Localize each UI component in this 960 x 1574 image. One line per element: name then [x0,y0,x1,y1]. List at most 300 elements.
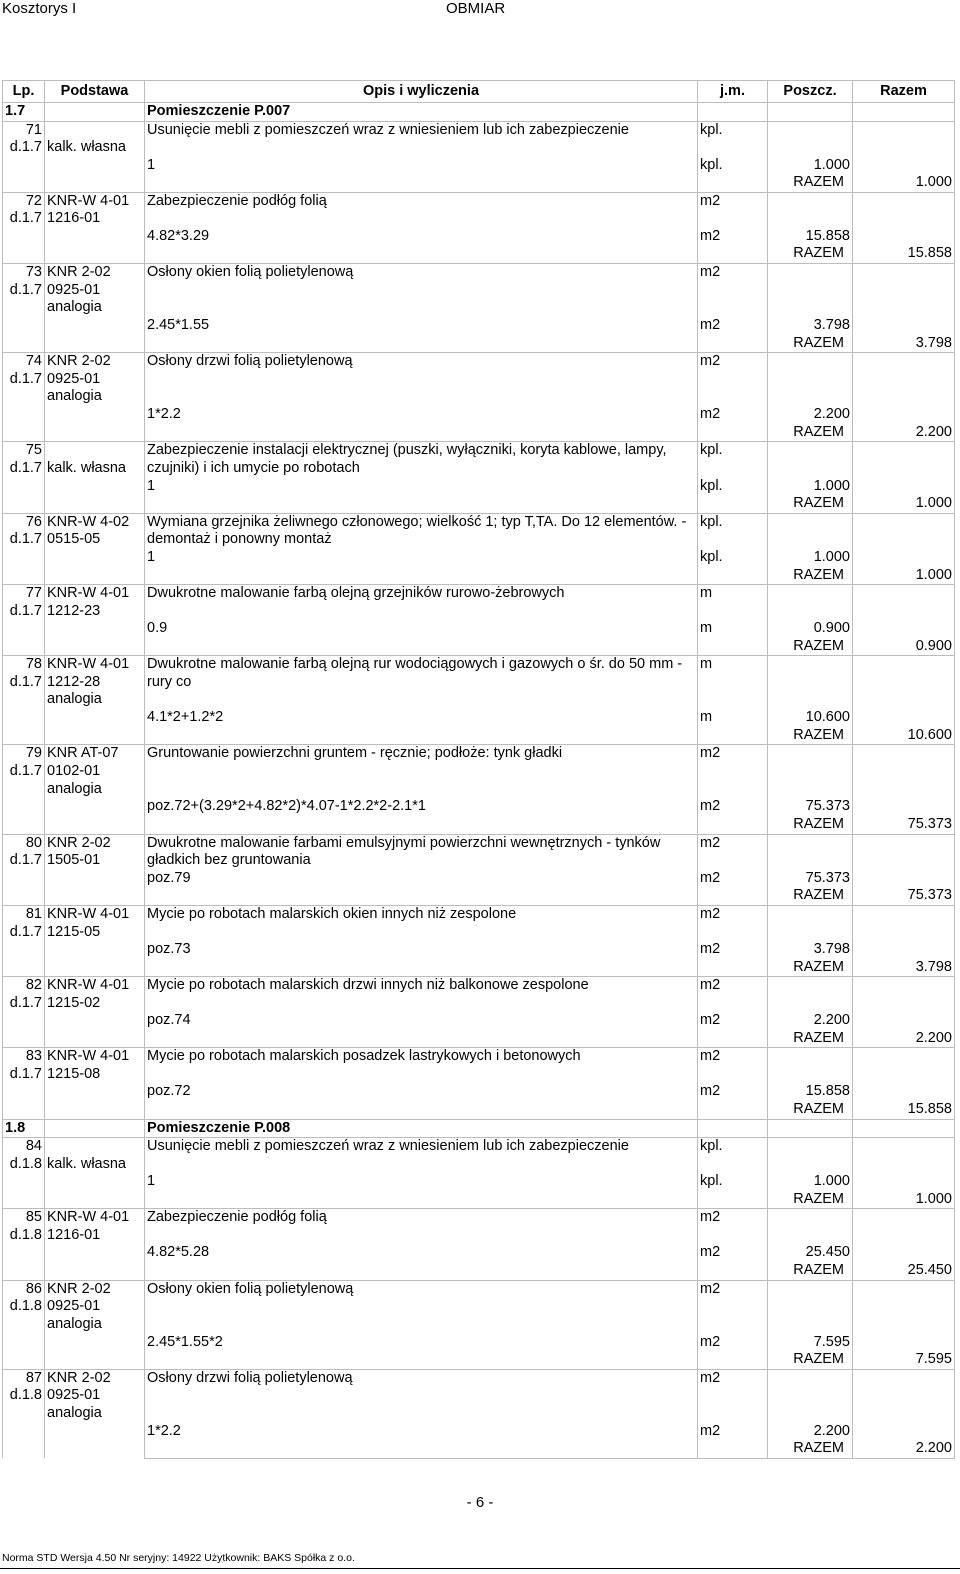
calculation-unit: m2 [698,317,768,335]
total-label-cell [768,1440,853,1458]
position-empty [853,1280,955,1334]
total-label-cell [768,495,853,513]
position-empty [853,656,955,710]
total-empty [145,638,698,656]
position-basis: KNR-W 4-01 1215-05 [45,906,145,977]
page-number: - 6 - [466,1494,494,1511]
position-number: 86 d.1.8 [3,1280,45,1369]
total-label: RAZEM [793,726,844,743]
position-total: 1.000 [853,1191,955,1209]
total-row [3,1262,955,1280]
calculation-unit: m2 [698,1012,768,1030]
footer-divider [0,1568,960,1569]
position-basis: KNR-W 4-01 1216-01 [45,1209,145,1280]
total-empty [698,816,768,834]
calculation-empty [853,1334,955,1352]
total-label-cell [768,959,853,977]
total-label-cell [768,245,853,263]
total-label: RAZEM [793,637,844,654]
section-empty [768,1119,853,1138]
total-empty [698,727,768,745]
total-empty [698,638,768,656]
position-total: 3.798 [853,335,955,353]
position-number: 71 d.1.7 [3,121,45,192]
calculation-formula: 4.1*2+1.2*2 [145,709,698,727]
total-label-cell [768,1191,853,1209]
section-number: 1.7 [3,103,45,122]
position-total: 2.200 [853,424,955,442]
total-row [3,424,955,442]
calculation-empty [853,228,955,246]
total-row [3,174,955,192]
total-row [3,335,955,353]
total-empty [698,245,768,263]
total-empty [698,1191,768,1209]
calculation-formula: 1*2.2 [145,1423,698,1441]
position-empty [768,1138,853,1174]
position-unit: kpl. [698,442,768,478]
position-empty [768,834,853,870]
total-empty [145,1262,698,1280]
calculation-unit: m2 [698,228,768,246]
total-label: RAZEM [793,1440,844,1457]
calculation-empty [853,620,955,638]
position-total: 15.858 [853,245,955,263]
position-basis: KNR 2-02 0925-01 analogia [45,263,145,352]
position-unit: m2 [698,1280,768,1334]
position-description: Zabezpieczenie podłóg folią [145,192,698,228]
position-number: 78 d.1.7 [3,656,45,745]
total-label-cell [768,816,853,834]
section-empty [768,103,853,122]
position-empty [768,1209,853,1245]
calculation-row [3,1083,955,1101]
position-empty [768,442,853,478]
calculation-formula: 4.82*5.28 [145,1244,698,1262]
total-label: RAZEM [793,887,844,904]
position-number: 84 d.1.8 [3,1138,45,1209]
position-description: Usunięcie mebli z pomieszczeń wraz z wniesieniem lub ich zabezpieczenie [145,121,698,157]
position-number: 77 d.1.7 [3,585,45,656]
calculation-empty [853,157,955,175]
calculation-empty [853,478,955,496]
total-row [3,1191,955,1209]
position-empty [853,906,955,942]
total-label: RAZEM [793,495,844,512]
position-number: 74 d.1.7 [3,353,45,442]
calculation-row [3,941,955,959]
table-row [3,745,955,799]
calculation-formula: 1 [145,157,698,175]
position-empty [853,1048,955,1084]
position-description: Dwukrotne malowanie farbą olejną rur wodociągowych i gazowych o śr. do 50 mm - rury co [145,656,698,710]
position-unit: m2 [698,1209,768,1245]
calculation-row [3,709,955,727]
position-empty [768,745,853,799]
calculation-partial: 25.450 [768,1244,853,1262]
position-empty [768,977,853,1013]
total-empty [145,1101,698,1119]
calculation-unit: kpl. [698,1173,768,1191]
total-label-cell [768,727,853,745]
footer-text: Norma STD Wersja 4.50 Nr seryjny: 14922 Użytkownik: BAKS Spółka z o.o. [2,1552,355,1564]
section-empty [45,103,145,122]
calculation-formula: 2.45*1.55*2 [145,1334,698,1352]
total-empty [698,495,768,513]
table-row [3,656,955,710]
total-empty [145,959,698,977]
total-row [3,567,955,585]
position-basis: KNR-W 4-01 1212-28 analogia [45,656,145,745]
position-total: 75.373 [853,887,955,905]
position-number: 87 d.1.8 [3,1369,45,1458]
calculation-partial: 7.595 [768,1334,853,1352]
section-empty [45,1119,145,1138]
calculation-empty [853,1173,955,1191]
calculation-unit: m2 [698,798,768,816]
calculation-row [3,406,955,424]
position-basis: KNR 2-02 0925-01 analogia [45,1369,145,1458]
total-row [3,1030,955,1048]
position-number: 83 d.1.7 [3,1048,45,1119]
calculation-empty [853,1012,955,1030]
total-empty [145,816,698,834]
calculation-unit: kpl. [698,549,768,567]
position-total: 25.450 [853,1262,955,1280]
calculation-empty [853,709,955,727]
total-empty [145,887,698,905]
total-label-cell [768,887,853,905]
calculation-partial: 1.000 [768,478,853,496]
position-description: Osłony drzwi folią polietylenową [145,1369,698,1423]
position-total: 7.595 [853,1351,955,1369]
total-label-cell [768,1030,853,1048]
section-header-row [3,103,955,122]
position-number: 80 d.1.7 [3,834,45,905]
table-row [3,1280,955,1334]
calculation-formula: poz.79 [145,870,698,888]
position-basis: KNR 2-02 0925-01 analogia [45,353,145,442]
position-description: Zabezpieczenie podłóg folią [145,1209,698,1245]
total-empty [698,1351,768,1369]
position-unit: m [698,585,768,621]
calculation-formula: poz.74 [145,1012,698,1030]
total-label-cell [768,638,853,656]
total-label-cell [768,1351,853,1369]
position-description: Mycie po robotach malarskich posadzek lastrykowych i betonowych [145,1048,698,1084]
section-header-row [3,1119,955,1138]
position-description: Dwukrotne malowanie farbami emulsyjnymi powierzchni wewnętrznych - tynków gładkich bez gruntowania [145,834,698,870]
calculation-empty [853,1423,955,1441]
position-number: 73 d.1.7 [3,263,45,352]
calculation-row [3,1012,955,1030]
position-basis: KNR AT-07 0102-01 analogia [45,745,145,834]
total-empty [145,495,698,513]
total-empty [698,959,768,977]
column-header-jm: j.m. [698,81,768,103]
calculation-empty [853,941,955,959]
total-empty [698,1440,768,1458]
position-empty [768,121,853,157]
table-row [3,442,955,478]
calculation-empty [853,1083,955,1101]
position-description: Wymiana grzejnika żeliwnego członowego; wielkość 1; typ T,TA. Do 12 elementów. - demontaż i ponowny montaż [145,513,698,549]
total-row [3,887,955,905]
calculation-partial: 3.798 [768,317,853,335]
position-unit: m2 [698,192,768,228]
table-row [3,1209,955,1245]
calculation-row [3,1244,955,1262]
table-row [3,977,955,1013]
position-description: Osłony okien folią polietylenową [145,263,698,317]
calculation-unit: m [698,620,768,638]
position-number: 81 d.1.7 [3,906,45,977]
table-row [3,121,955,157]
position-empty [853,745,955,799]
position-unit: kpl. [698,121,768,157]
position-total: 1.000 [853,567,955,585]
calculation-row [3,1173,955,1191]
total-empty [145,424,698,442]
calculation-partial: 15.858 [768,228,853,246]
position-empty [768,513,853,549]
position-total: 2.200 [853,1440,955,1458]
position-empty [853,1209,955,1245]
total-empty [698,424,768,442]
total-label-cell [768,424,853,442]
total-label: RAZEM [793,423,844,440]
total-row [3,1440,955,1458]
position-description: Osłony drzwi folią polietylenową [145,353,698,407]
calculation-partial: 2.200 [768,1012,853,1030]
total-empty [698,1030,768,1048]
position-basis: KNR-W 4-02 0515-05 [45,513,145,584]
document-title: Kosztorys I [2,0,77,17]
calculation-row [3,157,955,175]
table-row [3,513,955,549]
calculation-unit: kpl. [698,157,768,175]
position-empty [853,442,955,478]
position-unit: kpl. [698,1138,768,1174]
position-number: 82 d.1.7 [3,977,45,1048]
document-section-title: OBMIAR [446,0,506,17]
calculation-formula: 1 [145,478,698,496]
calculation-row [3,1334,955,1352]
calculation-formula: 1 [145,549,698,567]
position-number: 85 d.1.8 [3,1209,45,1280]
calculation-unit: m2 [698,941,768,959]
position-unit: m [698,656,768,710]
position-empty [853,121,955,157]
section-title: Pomieszczenie P.007 [145,103,698,122]
calculation-unit: m2 [698,406,768,424]
calculation-unit: m2 [698,1083,768,1101]
position-empty [768,263,853,317]
total-empty [698,1262,768,1280]
position-empty [853,192,955,228]
total-label: RAZEM [793,816,844,833]
total-row [3,245,955,263]
position-description: Mycie po robotach malarskich okien innych niż zespolone [145,906,698,942]
total-label-cell [768,1101,853,1119]
position-basis: KNR-W 4-01 1215-02 [45,977,145,1048]
calculation-partial: 75.373 [768,798,853,816]
calculation-partial: 75.373 [768,870,853,888]
position-basis: KNR 2-02 1505-01 [45,834,145,905]
position-basis: kalk. własna [45,442,145,513]
calculation-formula: poz.72+(3.29*2+4.82*2)*4.07-1*2.2*2-2.1*1 [145,798,698,816]
calculation-unit: m2 [698,1423,768,1441]
calculation-formula: 1 [145,1173,698,1191]
total-label-cell [768,1262,853,1280]
column-header-poszcz: Poszcz. [768,81,853,103]
calculation-formula: 2.45*1.55 [145,317,698,335]
total-empty [145,1440,698,1458]
position-basis: KNR 2-02 0925-01 analogia [45,1280,145,1369]
total-row [3,638,955,656]
table-body [3,103,955,1459]
total-label-cell [768,174,853,192]
position-basis: kalk. własna [45,121,145,192]
position-description: Osłony okien folią polietylenową [145,1280,698,1334]
total-row [3,727,955,745]
position-empty [853,513,955,549]
position-number: 72 d.1.7 [3,192,45,263]
position-unit: m2 [698,1369,768,1423]
total-empty [145,1191,698,1209]
calculation-empty [853,798,955,816]
position-total: 3.798 [853,959,955,977]
calculation-empty [853,1244,955,1262]
calculation-formula: 0.9 [145,620,698,638]
total-label: RAZEM [793,245,844,262]
table-row [3,192,955,228]
position-unit: m2 [698,977,768,1013]
calculation-unit: m [698,709,768,727]
position-basis: KNR-W 4-01 1215-08 [45,1048,145,1119]
position-unit: m2 [698,834,768,870]
total-empty [145,245,698,263]
table-row [3,1369,955,1423]
position-empty [768,192,853,228]
total-label: RAZEM [793,1029,844,1046]
position-empty [853,353,955,407]
calculation-partial: 2.200 [768,1423,853,1441]
cost-estimate-table [2,80,955,1459]
position-total: 10.600 [853,727,955,745]
column-header-razem: Razem [853,81,955,103]
total-label-cell [768,567,853,585]
total-empty [145,1030,698,1048]
total-empty [145,174,698,192]
position-total: 75.373 [853,816,955,834]
position-description: Zabezpieczenie instalacji elektrycznej (puszki, wyłączniki, koryta kablowe, lampy, czujniki) i ich umycie po robotach [145,442,698,478]
calculation-row [3,1423,955,1441]
position-description: Dwukrotne malowanie farbą olejną grzejników rurowo-żebrowych [145,585,698,621]
position-empty [853,263,955,317]
total-row [3,495,955,513]
position-total: 0.900 [853,638,955,656]
calculation-unit: m2 [698,1334,768,1352]
total-empty [698,1101,768,1119]
position-empty [768,353,853,407]
position-number: 79 d.1.7 [3,745,45,834]
table-row [3,834,955,870]
total-empty [698,335,768,353]
calculation-formula: 4.82*3.29 [145,228,698,246]
calculation-partial: 3.798 [768,941,853,959]
position-empty [768,1369,853,1423]
table-row [3,263,955,317]
column-header-opis: Opis i wyliczenia [145,81,698,103]
calculation-partial: 2.200 [768,406,853,424]
position-empty [853,1369,955,1423]
total-empty [145,567,698,585]
total-label: RAZEM [793,1261,844,1278]
calculation-partial: 10.600 [768,709,853,727]
position-number: 75 d.1.7 [3,442,45,513]
position-unit: m2 [698,1048,768,1084]
calculation-empty [853,870,955,888]
total-label: RAZEM [793,174,844,191]
position-unit: m2 [698,745,768,799]
total-empty [145,1351,698,1369]
calculation-empty [853,406,955,424]
position-empty [768,906,853,942]
calculation-row [3,798,955,816]
total-label-cell [768,335,853,353]
total-label: RAZEM [793,1101,844,1117]
position-total: 2.200 [853,1030,955,1048]
calculation-unit: kpl. [698,478,768,496]
position-unit: kpl. [698,513,768,549]
position-empty [768,585,853,621]
table-row [3,585,955,621]
total-empty [698,174,768,192]
position-total: 1.000 [853,174,955,192]
calculation-row [3,228,955,246]
column-header-lp: Lp. [3,81,45,103]
position-empty [853,977,955,1013]
position-total: 1.000 [853,495,955,513]
calculation-row [3,317,955,335]
position-empty [853,1138,955,1174]
position-basis: kalk. własna [45,1138,145,1209]
position-empty [768,1280,853,1334]
table-header-row [3,81,955,103]
calculation-row [3,620,955,638]
total-row [3,1101,955,1119]
calculation-formula: 1*2.2 [145,406,698,424]
table-row [3,1138,955,1174]
total-label: RAZEM [793,958,844,975]
calculation-empty [853,317,955,335]
calculation-unit: m2 [698,870,768,888]
position-empty [768,1048,853,1084]
position-unit: m2 [698,906,768,942]
calculation-row [3,870,955,888]
total-row [3,959,955,977]
position-unit: m2 [698,353,768,407]
position-total: 15.858 [853,1101,955,1119]
total-label: RAZEM [793,334,844,351]
section-empty [698,103,768,122]
calculation-row [3,478,955,496]
section-empty [853,103,955,122]
calculation-formula: poz.72 [145,1083,698,1101]
calculation-partial: 1.000 [768,1173,853,1191]
calculation-partial: 0.900 [768,620,853,638]
